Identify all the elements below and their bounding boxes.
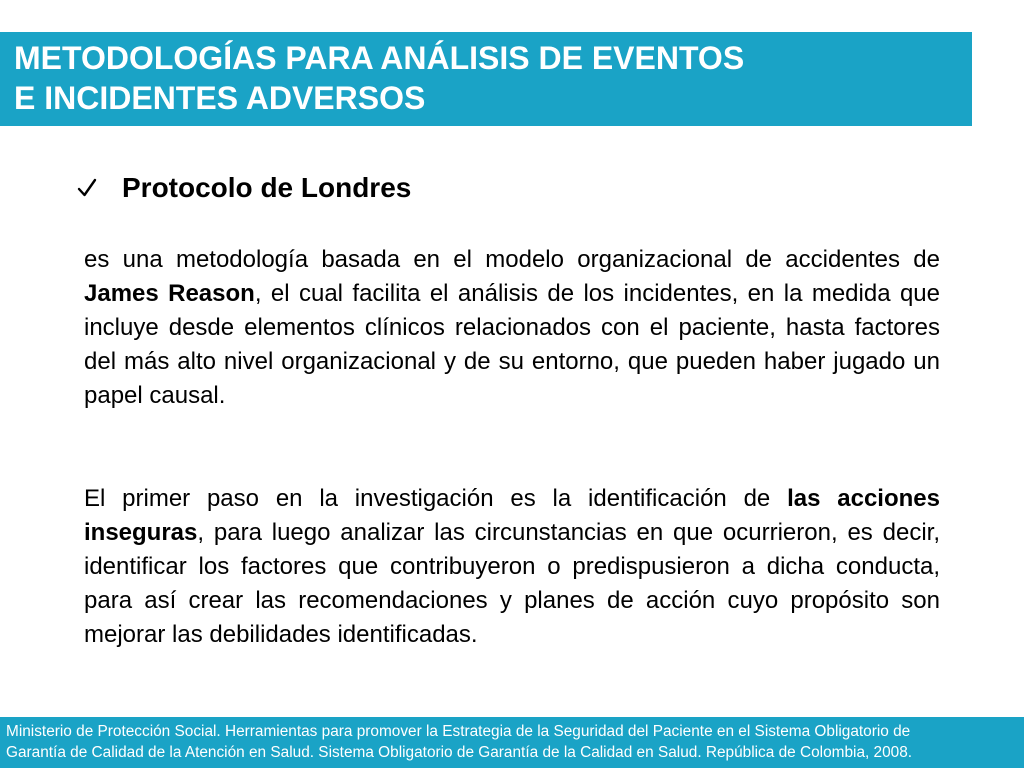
paragraph-first-step-bold: las acciones inseguras bbox=[84, 485, 940, 546]
slide-title-line-2: E INCIDENTES ADVERSOS bbox=[14, 80, 426, 116]
paragraph-first-step-text-2: , para luego analizar las circunstancias en que ocurrieron, es decir, identificar los factores que contribuyeron o predispusieron a dicha conducta, para así crear las recomendaciones y planes de acción cuyo propósito son mejorar las debilidades identificadas. bbox=[84, 519, 940, 648]
checkmark-icon bbox=[76, 177, 98, 199]
title-bar bbox=[0, 32, 972, 126]
paragraph-description-text-1: es una metodología basada en el modelo organizacional de accidentes de bbox=[84, 246, 940, 273]
paragraph-description bbox=[84, 243, 940, 413]
bullet-heading bbox=[76, 168, 411, 208]
paragraph-description-bold: James Reason bbox=[84, 280, 255, 307]
paragraph-first-step bbox=[84, 482, 940, 652]
paragraph-description-text-2: , el cual facilita el análisis de los incidentes, en la medida que incluye desde elementos clínicos relacionados con el paciente, hasta factores del más alto nivel organizacional y de su entorno, que pueden haber jugado un papel causal. bbox=[84, 280, 940, 409]
footer-citation bbox=[0, 717, 1024, 768]
bullet-heading-label: Protocolo de Londres bbox=[122, 172, 412, 203]
footer-citation-line-2: Garantía de Calidad de la Atención en Salud. Sistema Obligatorio de Garantía de la Calidad en Salud. República de Colombia, 2008. bbox=[6, 744, 913, 761]
paragraph-first-step-text-1: El primer paso en la investigación es la identificación de bbox=[84, 485, 788, 512]
slide-title-line-1: METODOLOGÍAS PARA ANÁLISIS DE EVENTOS bbox=[14, 40, 745, 76]
footer-citation-line-1: Ministerio de Protección Social. Herramientas para promover la Estrategia de la Seguridad del Paciente en el Sistema Obligatorio de bbox=[6, 723, 911, 740]
